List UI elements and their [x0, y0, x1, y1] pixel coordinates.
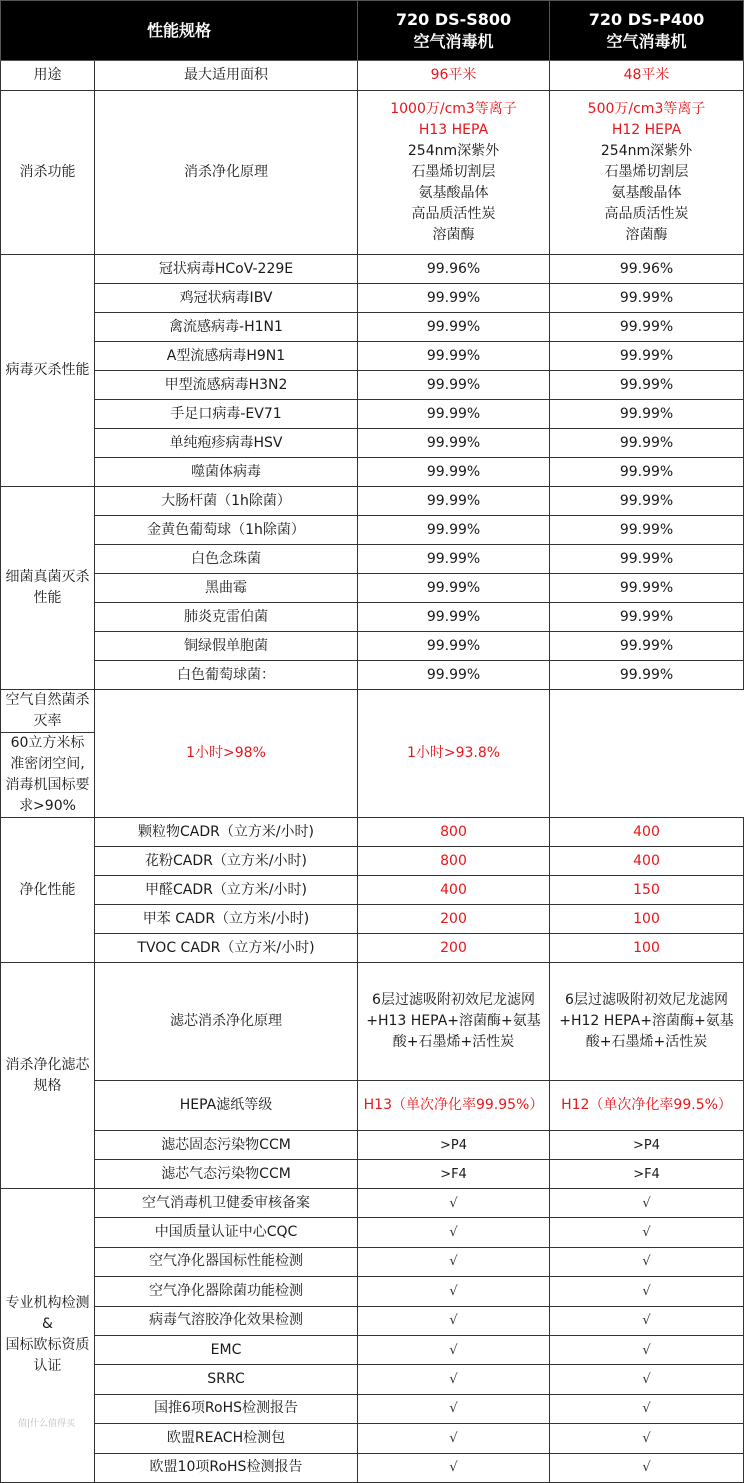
category-purification: 净化性能	[1, 818, 95, 963]
table-row	[1, 963, 744, 1081]
product-1-header: 720 DS-S800 空气消毒机	[358, 1, 550, 61]
product-2-value: 99.99%	[550, 284, 744, 313]
product-2-value: 99.99%	[550, 661, 744, 690]
product-2-value: 99.99%	[550, 342, 744, 371]
item-label: 欧盟REACH检测包	[95, 1424, 358, 1453]
item-label: HEPA滤纸等级	[95, 1081, 358, 1131]
principle-line: H12 HEPA	[611, 122, 682, 138]
natural-bacteria-section	[1, 690, 744, 818]
product-2-value: √	[550, 1335, 744, 1364]
product-2-value: √	[550, 1247, 744, 1276]
product-2-value: √	[550, 1424, 744, 1453]
table-row	[1, 61, 744, 91]
item-label: 铜绿假单胞菌	[95, 632, 358, 661]
product-2-value: 99.99%	[550, 632, 744, 661]
item-label: 手足口病毒-EV71	[95, 400, 358, 429]
product-2-value: >F4	[550, 1160, 744, 1189]
product-2-value: 6层过滤吸附初效尼龙滤网+H12 HEPA+溶菌酶+氨基酸+石墨烯+活性炭	[550, 963, 744, 1081]
table-row	[1, 1160, 744, 1189]
table-row	[1, 458, 744, 487]
product-2-value: √	[550, 1189, 744, 1218]
product-2-value: 99.99%	[550, 371, 744, 400]
category-disinfection: 消杀功能	[1, 91, 95, 255]
product-1-value: 200	[358, 934, 550, 963]
product-1-value: 99.99%	[358, 313, 550, 342]
product-1-value: 400	[358, 876, 550, 905]
table-row	[1, 632, 744, 661]
table-row	[1, 905, 744, 934]
product-2-value: 99.96%	[550, 255, 744, 284]
item-label: 冠状病毒HCoV-229E	[95, 255, 358, 284]
purification-section	[1, 818, 744, 963]
item-label: 禽流感病毒-H1N1	[95, 313, 358, 342]
category-bacteria: 细菌真菌灭杀性能	[1, 487, 95, 690]
product-2-value: 99.99%	[550, 487, 744, 516]
product-2-value: 99.99%	[550, 400, 744, 429]
product-2-value: 99.99%	[550, 603, 744, 632]
table-row	[1, 545, 744, 574]
table-row	[1, 1081, 744, 1131]
category-text: &	[42, 1316, 53, 1333]
product-1-value: >P4	[358, 1131, 550, 1160]
item-label: 单纯疱疹病毒HSV	[95, 429, 358, 458]
product-2-value: 99.99%	[550, 516, 744, 545]
table-row	[1, 255, 744, 284]
item-label: 空气净化器除菌功能检测	[95, 1277, 358, 1306]
product-1-value: √	[358, 1247, 550, 1276]
item-label: SRRC	[95, 1365, 358, 1394]
item-label: 白色念珠菌	[95, 545, 358, 574]
product-2-value: 100	[550, 934, 744, 963]
item-label: 噬菌体病毒	[95, 458, 358, 487]
product-2-value: 48平米	[550, 61, 744, 91]
item-label: 金黄色葡萄球（1h除菌）	[95, 516, 358, 545]
product-2-value	[550, 91, 744, 255]
virus-section	[1, 255, 744, 487]
table-row	[1, 603, 744, 632]
principle-line: 500万/cm3等离子	[587, 101, 706, 117]
product-1-value: >F4	[358, 1160, 550, 1189]
table-header-row	[1, 1, 744, 61]
product-1-value: √	[358, 1335, 550, 1364]
item-label: 大肠杆菌（1h除菌）	[95, 487, 358, 516]
product-2-value: 100	[550, 905, 744, 934]
product-1-value: √	[358, 1218, 550, 1247]
table-row	[1, 400, 744, 429]
item-label: 空气净化器国标性能检测	[95, 1247, 358, 1276]
product-2-value: >P4	[550, 1131, 744, 1160]
item-label: 空气自然菌杀灭率	[1, 690, 95, 733]
product-1-value: 99.99%	[358, 574, 550, 603]
product-1-value: √	[358, 1424, 550, 1453]
watermark: 值|什么值得买	[18, 1419, 76, 1429]
item-label: 滤芯消杀净化原理	[95, 963, 358, 1081]
table-row	[1, 661, 744, 690]
product-2-value: √	[550, 1365, 744, 1394]
product-1-value: 99.99%	[358, 632, 550, 661]
item-label: 颗粒物CADR（立方米/小时)	[95, 818, 358, 847]
product-1-value: 800	[358, 818, 550, 847]
product-2-principle-red	[554, 99, 739, 141]
table-row	[1, 313, 744, 342]
table-row	[1, 1247, 744, 1276]
table-row	[1, 1306, 744, 1335]
table-row	[1, 1335, 744, 1364]
category-certification	[1, 1189, 95, 1483]
category-text: 国标欧标资质认证	[5, 1337, 90, 1375]
product-1-value: √	[358, 1365, 550, 1394]
product-1-value: H13（单次净化率99.95%）	[358, 1081, 550, 1131]
principle-line: H13 HEPA	[418, 122, 489, 138]
product-1-value: 99.99%	[358, 458, 550, 487]
product-1-value: 1小时>98%	[95, 690, 358, 818]
item-label: EMC	[95, 1335, 358, 1364]
table-row	[1, 934, 744, 963]
product-2-value: 400	[550, 818, 744, 847]
item-label: 空气消毒机卫健委审核备案	[95, 1189, 358, 1218]
product-1-principle-black	[362, 141, 545, 246]
product-1-value: 99.99%	[358, 371, 550, 400]
product-2-value: √	[550, 1394, 744, 1423]
category-usage: 用途	[1, 61, 95, 91]
product-2-value: 99.99%	[550, 429, 744, 458]
category-filter: 消杀净化滤芯规格	[1, 963, 95, 1189]
product-2-value: 99.99%	[550, 458, 744, 487]
spec-title: 性能规格	[1, 1, 358, 61]
item-label: 国推6项RoHS检测报告	[95, 1394, 358, 1423]
table-row	[1, 690, 744, 733]
item-label: 花粉CADR（立方米/小时)	[95, 847, 358, 876]
principle-line: 石墨烯切割层	[411, 164, 496, 180]
item-label: A型流感病毒H9N1	[95, 342, 358, 371]
product-2-value: H12（单次净化率99.5%）	[550, 1081, 744, 1131]
principle-line: 石墨烯切割层	[604, 164, 689, 180]
table-row	[1, 284, 744, 313]
product-1-value: √	[358, 1189, 550, 1218]
principle-line: 高品质活性炭	[411, 206, 496, 222]
product-2-value: 150	[550, 876, 744, 905]
product-2-header: 720 DS-P400 空气消毒机	[550, 1, 744, 61]
table-row	[1, 91, 744, 255]
product-2-value: √	[550, 1306, 744, 1335]
item-label: TVOC CADR（立方米/小时)	[95, 934, 358, 963]
item-label: 白色葡萄球菌：	[95, 661, 358, 690]
principle-line: 高品质活性炭	[604, 206, 689, 222]
product-2-principle-black	[554, 141, 739, 246]
item-label: 欧盟10项RoHS检测报告	[95, 1453, 358, 1482]
product-1-value: 99.99%	[358, 545, 550, 574]
item-label: 最大适用面积	[95, 61, 358, 91]
product-1-value: 99.99%	[358, 342, 550, 371]
table-row	[1, 876, 744, 905]
product-2-value: 99.99%	[550, 574, 744, 603]
principle-line: 溶菌酶	[625, 227, 668, 243]
table-row	[1, 1365, 744, 1394]
product-1-value: 99.99%	[358, 661, 550, 690]
category-text: 专业机构检测	[5, 1295, 90, 1312]
table-row	[1, 516, 744, 545]
bacteria-section	[1, 487, 744, 690]
product-2-value: 400	[550, 847, 744, 876]
product-1-value: 99.99%	[358, 487, 550, 516]
table-row	[1, 1277, 744, 1306]
product-1-value: 96平米	[358, 61, 550, 91]
product-2-value: 1小时>93.8%	[358, 690, 550, 818]
principle-line: 氨基酸晶体	[611, 185, 682, 201]
table-row	[1, 1218, 744, 1247]
item-label: 病毒气溶胶净化效果检测	[95, 1306, 358, 1335]
product-1-value: √	[358, 1277, 550, 1306]
product-1-value: 99.99%	[358, 603, 550, 632]
product-2-value: √	[550, 1218, 744, 1247]
product-1-value: √	[358, 1306, 550, 1335]
item-label: 消杀净化原理	[95, 91, 358, 255]
item-label: 滤芯固态污染物CCM	[95, 1131, 358, 1160]
product-1-value: 99.99%	[358, 516, 550, 545]
item-label: 甲醛CADR（立方米/小时)	[95, 876, 358, 905]
product-1-value: 99.96%	[358, 255, 550, 284]
table-row	[1, 1131, 744, 1160]
table-row	[1, 847, 744, 876]
item-label: 鸡冠状病毒IBV	[95, 284, 358, 313]
product-2-value: 99.99%	[550, 545, 744, 574]
product-1-value: 99.99%	[358, 284, 550, 313]
table-row	[1, 429, 744, 458]
item-label: 滤芯气态污染物CCM	[95, 1160, 358, 1189]
product-2-value: √	[550, 1453, 744, 1482]
product-2-value: 99.99%	[550, 313, 744, 342]
item-note: 60立方米标准密闭空间,消毒机国标要求>90%	[1, 733, 95, 818]
table-row	[1, 371, 744, 400]
product-1-value: 200	[358, 905, 550, 934]
table-row	[1, 342, 744, 371]
product-1-value: 6层过滤吸附初效尼龙滤网+H13 HEPA+溶菌酶+氨基酸+石墨烯+活性炭	[358, 963, 550, 1081]
item-label: 甲苯 CADR（立方米/小时)	[95, 905, 358, 934]
principle-line: 254nm深紫外	[600, 143, 693, 159]
table-row	[1, 1394, 744, 1423]
product-1-principle-red	[362, 99, 545, 141]
principle-line: 溶菌酶	[432, 227, 475, 243]
product-1-value: 99.99%	[358, 400, 550, 429]
certification-section	[1, 1189, 744, 1483]
product-1-value	[358, 91, 550, 255]
item-label: 甲型流感病毒H3N2	[95, 371, 358, 400]
table-row	[1, 1453, 744, 1482]
filter-section	[1, 963, 744, 1189]
product-1-value: √	[358, 1394, 550, 1423]
product-1-value: 99.99%	[358, 429, 550, 458]
principle-line: 254nm深紫外	[407, 143, 500, 159]
table-row	[1, 818, 744, 847]
item-label: 黑曲霉	[95, 574, 358, 603]
table-row	[1, 1189, 744, 1218]
item-label: 中国质量认证中心CQC	[95, 1218, 358, 1247]
table-row	[1, 1424, 744, 1453]
product-1-value: √	[358, 1453, 550, 1482]
product-1-value: 800	[358, 847, 550, 876]
principle-line: 氨基酸晶体	[418, 185, 489, 201]
principle-line: 1000万/cm3等离子	[390, 101, 517, 117]
table-row	[1, 487, 744, 516]
table-row	[1, 574, 744, 603]
product-2-value: √	[550, 1277, 744, 1306]
item-label: 肺炎克雷伯菌	[95, 603, 358, 632]
category-virus: 病毒灭杀性能	[1, 255, 95, 487]
